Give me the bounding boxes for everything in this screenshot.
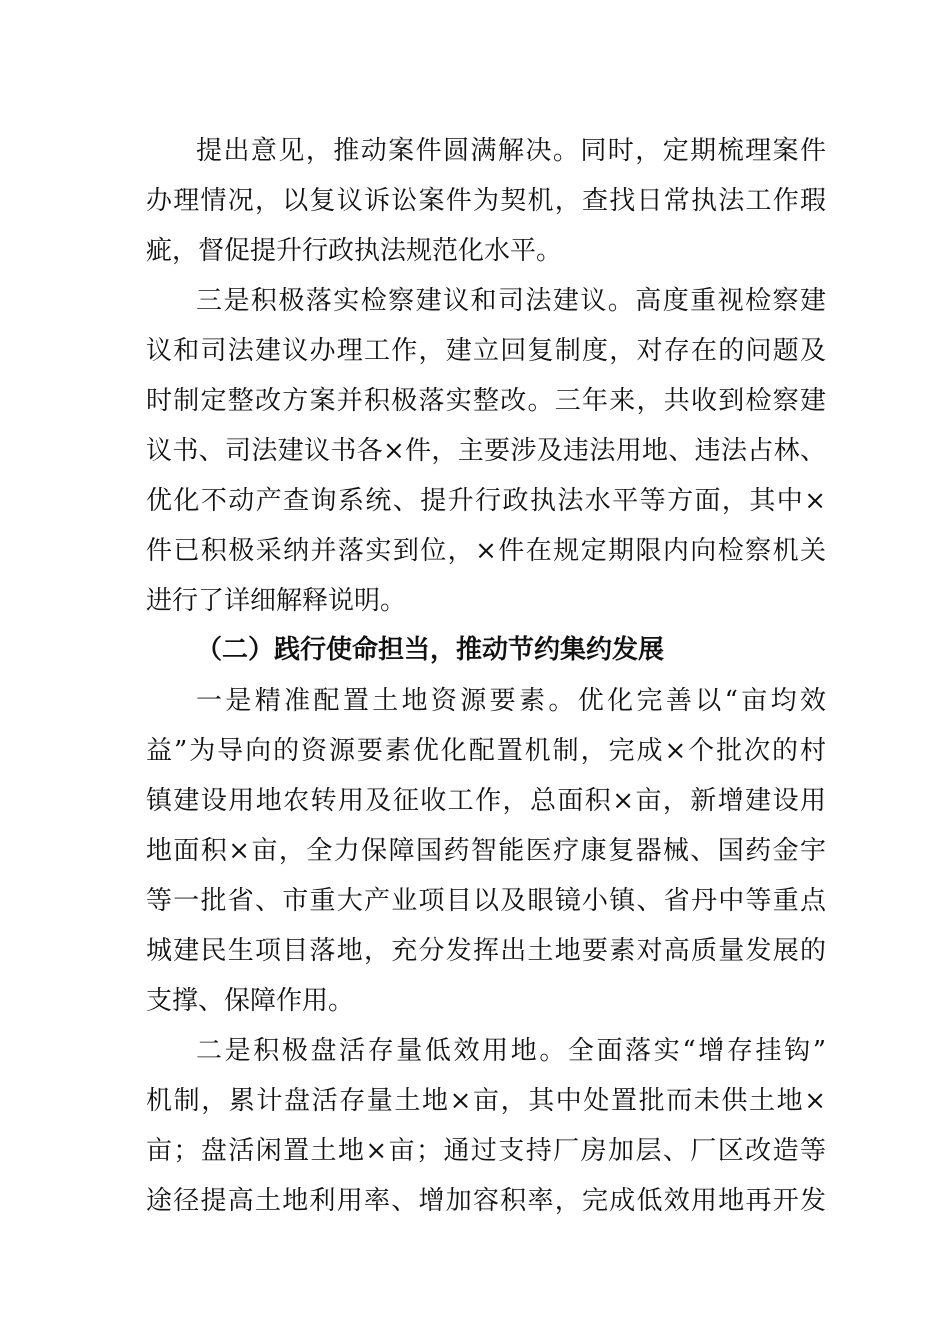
text-line: 二是积极盘活存量低效用地。全面落实“增存挂钩” xyxy=(196,1036,826,1066)
text-line: 地面积×亩，全力保障国药智能医疗康复器械、国药金宇 xyxy=(146,836,826,866)
text-line: 途径提高土地利用率、增加容积率，完成低效用地再开发 xyxy=(146,1186,826,1216)
text-line: 城建民生项目落地，充分发挥出土地要素对高质量发展的 xyxy=(146,936,826,966)
text-line: 件已积极采纳并落实到位，×件在规定期限内向检察机关 xyxy=(146,536,826,566)
text-line: 议和司法建议办理工作，建立回复制度，对存在的问题及 xyxy=(146,336,826,366)
text-line: 疵，督促提升行政执法规范化水平。 xyxy=(146,236,563,266)
text-line: 三是积极落实检察建议和司法建议。高度重视检察建 xyxy=(196,286,826,316)
text-line: 提出意见，推动案件圆满解决。同时，定期梳理案件 xyxy=(196,136,826,166)
text-line: 等一批省、市重大产业项目以及眼镜小镇、省丹中等重点 xyxy=(146,886,826,916)
text-line: 机制，累计盘活存量土地×亩，其中处置批而未供土地× xyxy=(146,1086,826,1116)
section-heading: （二）践行使命担当，推动节约集约发展 xyxy=(196,635,665,665)
text-line: 时制定整改方案并积极落实整改。三年来，共收到检察建 xyxy=(146,386,826,416)
text-line: 亩；盘活闲置土地×亩；通过支持厂房加层、厂区改造等 xyxy=(146,1136,826,1166)
text-line: 优化不动产查询系统、提升行政执法水平等方面，其中× xyxy=(146,486,826,516)
text-line: 一是精准配置土地资源要素。优化完善以“亩均效 xyxy=(196,686,826,716)
text-line: 益”为导向的资源要素优化配置机制，完成×个批次的村 xyxy=(146,736,826,766)
text-line: 镇建设用地农转用及征收工作，总面积×亩，新增建设用 xyxy=(146,786,826,816)
text-line: 议书、司法建议书各×件，主要涉及违法用地、违法占林、 xyxy=(146,436,826,466)
text-line: 支撑、保障作用。 xyxy=(146,986,355,1016)
text-line: 进行了详细解释说明。 xyxy=(146,586,407,616)
text-line: 办理情况，以复议诉讼案件为契机，查找日常执法工作瑕 xyxy=(146,186,826,216)
